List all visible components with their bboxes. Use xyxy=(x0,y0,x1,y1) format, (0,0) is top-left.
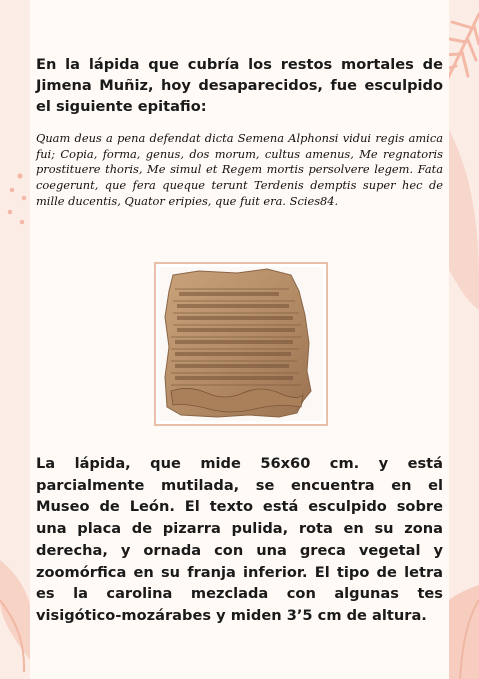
tombstone-image xyxy=(159,267,323,421)
tombstone-photo xyxy=(154,262,328,426)
description-paragraph: La lápida, que mide 56x60 cm. y está parcialmente mutilada, se encuentra en el Museo de León. El texto está esculpido sobre una placa de pizarra pulida, rota en su zona derecha, y ornada con una greca vegetal y zoomórfica en su franja inferior. El tipo de letra es la carolina mezclada con algunas tes visigótico-mozárabes y miden 3’5 cm de altura. xyxy=(36,455,443,624)
plant-bottom-right xyxy=(449,585,479,679)
leaf-bottom-left xyxy=(0,560,33,672)
dots-left xyxy=(8,173,27,224)
intro-paragraph: En la lápida que cubría los restos mortales de Jimena Muñiz, hoy desaparecidos, fue esculpido el siguiente epitafio: xyxy=(36,56,443,115)
epitaph-latin-text: Quam deus a pena defendat dicta Semena Alphonsi vidui regis amica fui; Copia, forma, genus, dos morum, cultus amenus, Me regnatoris prostituere thoris, Me simul et Regem mortis persolvere legem. Fata coegerunt, que fera queque terunt Terdenis demptis super hec de mille ducentis, Quator eripies, que fuit era. Scies84. xyxy=(36,131,443,208)
soft-shape-right xyxy=(449,130,479,310)
